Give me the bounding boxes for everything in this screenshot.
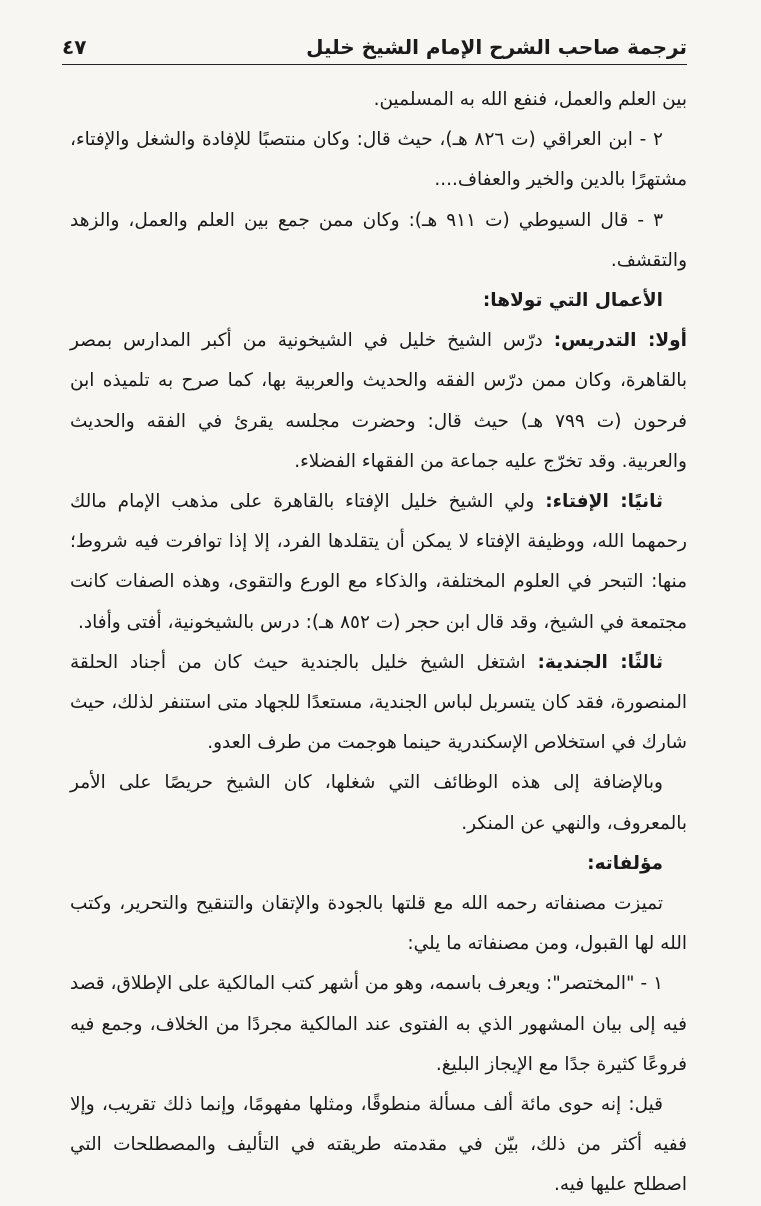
paragraph: أولا: التدريس: درّس الشيخ خليل في الشيخونية من أكبر المدارس بمصر بالقاهرة، وكان ممن درّس الفقه والحديث والعربية بها، كما صرح به تلميذه ابن فرحون (ت ٧٩٩ هـ) حيث قال: وحضرت مجلسه يقرئ في الفقه والحديث والعربية. وقد تخرّج عليه جماعة من الفقهاء الفضلاء.: [70, 330, 687, 472]
page-body: [70, 80, 687, 1206]
paragraph-lead: ثانيًا: الإفتاء:: [545, 491, 663, 513]
paragraph: بين العلم والعمل، فنفع الله به المسلمين.: [373, 89, 687, 110]
section-heading: مؤلفاته:: [587, 852, 663, 874]
running-title: ترجمة صاحب الشرح الإمام الشيخ خليل: [306, 35, 687, 59]
section-heading: الأعمال التي تولاها:: [482, 290, 663, 312]
page-number: ٤٧: [62, 35, 87, 59]
paragraph: ثالثًا: الجندية: اشتغل الشيخ خليل بالجندية حيث كان من أجناد الحلقة المنصورة، فقد كان يتسربل لباس الجندية، مستعدًا للجهاد متى استنفر لذلك، حيث شارك في استخلاص الإسكندرية حينما هوجمت من طرف العدو.: [70, 651, 687, 754]
paragraph: ٣ - قال السيوطي (ت ٩١١ هـ): وكان ممن جمع بين العلم والعمل، والزهد والتقشف.: [70, 209, 687, 271]
paragraph: ثانيًا: الإفتاء: ولي الشيخ خليل الإفتاء بالقاهرة على مذهب الإمام مالك رحمهما الله، ووظيفة الإفتاء لا يمكن أن يتقلدها الفرد، إلا إذا توافرت فيه شروط؛ منها: التبحر في العلوم المختلفة، والذكاء مع الورع والتقوى، وهذه الصفات كانت مجتمعة في الشيخ، وقد قال ابن حجر (ت ٨٥٢ هـ): درس بالشيخونية، أفتى وأفاد.: [70, 491, 687, 633]
page-header: [62, 28, 687, 65]
paragraph: تميزت مصنفاته رحمه الله مع قلتها بالجودة والإتقان والتنقيح والتحرير، وكتب الله لها القبول، ومن مصنفاته ما يلي:: [70, 893, 687, 955]
paragraph-lead: أولا: التدريس:: [553, 330, 687, 352]
paragraph: ١ - "المختصر": ويعرف باسمه، وهو من أشهر كتب المالكية على الإطلاق، قصد فيه إلى بيان المشهور الذي به الفتوى عند المالكية مجردًا من الخلاف، وجمع فيه فروعًا كثيرة جدًا مع الإيجاز البليغ.: [70, 973, 687, 1075]
paragraph: قيل: إنه حوى مائة ألف مسألة منطوقًا، ومثلها مفهومًا، وإنما ذلك تقريب، وإلا ففيه أكثر من ذلك، بيّن في مقدمته طريقته في التأليف والمصطلحات التي اصطلح عليها فيه.: [70, 1094, 687, 1196]
paragraph: ٢ - ابن العراقي (ت ٨٢٦ هـ)، حيث قال: وكان منتصبًا للإفادة والشغل والإفتاء، مشتهرًا بالدين والخير والعفاف....: [70, 129, 687, 191]
paragraph-lead: ثالثًا: الجندية:: [537, 651, 663, 673]
paragraph: وبالإضافة إلى هذه الوظائف التي شغلها، كان الشيخ حريصًا على الأمر بالمعروف، والنهي عن المنكر.: [70, 772, 687, 834]
